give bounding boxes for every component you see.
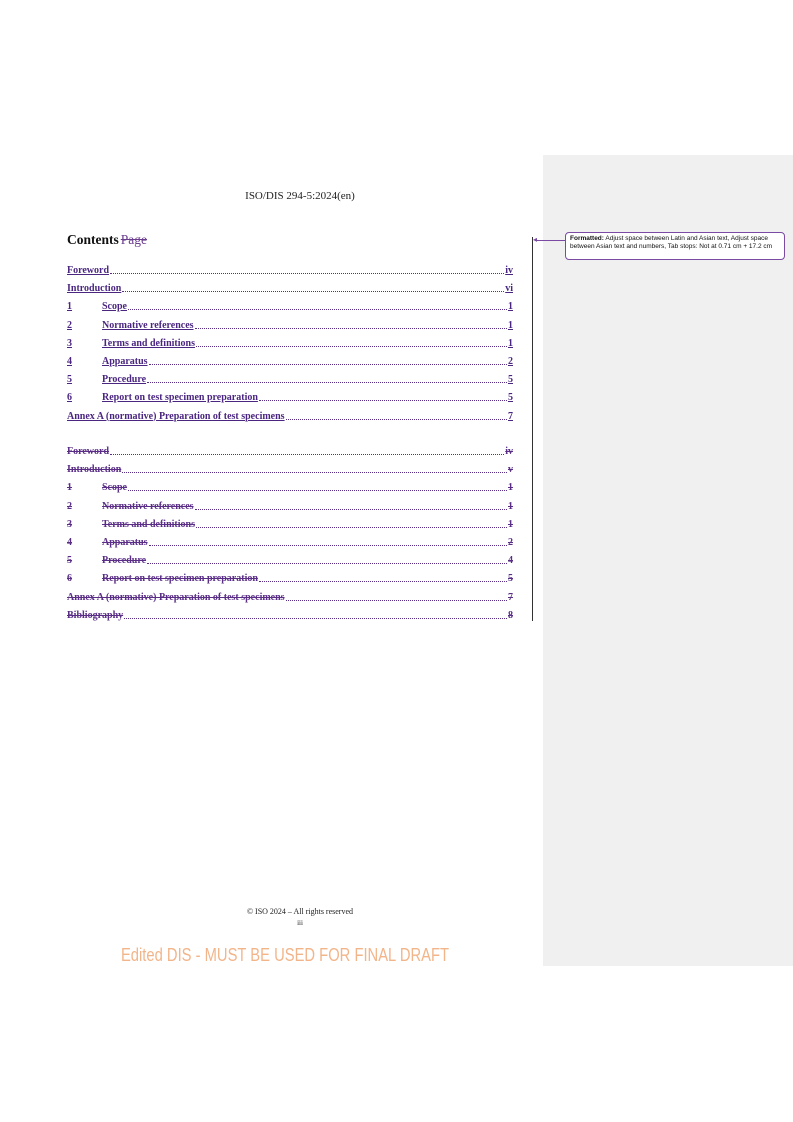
toc-entry-page: 1 xyxy=(508,337,513,349)
toc-leader-dots xyxy=(122,282,504,292)
toc-entry[interactable] xyxy=(67,516,513,530)
toc-leader-dots xyxy=(147,373,507,383)
toc-entry[interactable] xyxy=(67,589,513,603)
toc-entry-title: Report on test specimen preparation xyxy=(102,392,258,404)
toc-leader-dots xyxy=(259,572,507,582)
toc-entry-number: 2 xyxy=(67,319,72,331)
toc-entry-page: 1 xyxy=(508,301,513,313)
toc-entry[interactable] xyxy=(67,570,513,584)
toc-leader-dots xyxy=(196,518,507,528)
toc-entry-number: 6 xyxy=(67,392,72,404)
toc-entry-title: Procedure xyxy=(102,374,147,386)
toc-entry-page: 4 xyxy=(508,555,513,567)
toc-leader-dots xyxy=(195,500,507,510)
toc-entry[interactable] xyxy=(67,262,513,276)
toc-leader-dots xyxy=(149,536,507,546)
comment-connector-line xyxy=(537,240,565,241)
toc-entry[interactable] xyxy=(67,353,513,367)
toc-entry-page: 1 xyxy=(508,500,513,512)
toc-leader-dots xyxy=(259,391,507,401)
toc-entry[interactable] xyxy=(67,498,513,512)
toc-entry-number: 6 xyxy=(67,573,72,585)
comment-label: Formatted: xyxy=(570,235,604,242)
toc-entry-title: Report on test specimen preparation xyxy=(102,573,258,585)
toc-leader-dots xyxy=(128,481,507,491)
toc-entry-title: Foreword xyxy=(67,446,110,457)
toc-entry-number: 5 xyxy=(67,555,72,567)
toc-entry[interactable] xyxy=(67,317,513,331)
page-column-label: Page xyxy=(120,232,148,247)
toc-entry[interactable] xyxy=(67,552,513,566)
toc-leader-dots xyxy=(110,445,504,455)
toc-entry-title: Procedure xyxy=(102,555,147,567)
toc-entry[interactable] xyxy=(67,371,513,385)
toc-entry-title: Annex A (normative) Preparation of test specimens xyxy=(67,591,285,603)
footer-copyright: © ISO 2024 – All rights reserved xyxy=(246,907,354,916)
toc-entry-page: 8 xyxy=(508,609,513,621)
toc-leader-dots xyxy=(286,410,507,420)
toc-entry[interactable] xyxy=(67,408,513,422)
toc-entry[interactable] xyxy=(67,443,513,457)
toc-entry[interactable] xyxy=(67,461,513,475)
comments-margin-pane xyxy=(543,155,793,966)
arrow-left-icon: ◂ xyxy=(533,235,538,244)
contents-title: Contents xyxy=(67,232,119,247)
toc-entry-title: Apparatus xyxy=(102,537,148,548)
toc-entry-page: vi xyxy=(505,283,513,295)
toc-leader-dots xyxy=(124,609,507,619)
toc-entry-number: 3 xyxy=(67,518,72,530)
comment-text: Adjust space between Latin and Asian text, Adjust space between Asian text and numbers, Tab stops: Not at 0.71 cm + 17.2 cm xyxy=(570,235,773,250)
toc-entry-page: 2 xyxy=(508,537,513,548)
toc-leader-dots xyxy=(147,554,507,564)
toc-entry-title: Scope xyxy=(102,482,127,494)
toc-entry-page: 5 xyxy=(508,573,513,585)
toc-entry-page: iv xyxy=(505,265,513,276)
toc-leader-dots xyxy=(195,319,507,329)
toc-entry-title: Introduction xyxy=(67,283,122,295)
toc-leader-dots xyxy=(128,300,507,310)
toc-entry-title: Bibliography xyxy=(67,609,124,621)
toc-entry[interactable] xyxy=(67,389,513,403)
toc-leader-dots xyxy=(286,591,507,601)
toc-entry-title: Terms and definitions xyxy=(102,518,195,530)
toc-entry-page: 1 xyxy=(508,319,513,331)
toc-leader-dots xyxy=(110,264,504,274)
formatting-comment-balloon[interactable] xyxy=(565,232,785,260)
toc-entry-page: 5 xyxy=(508,392,513,404)
toc-entry-page: 1 xyxy=(508,482,513,494)
toc-entry-number: 3 xyxy=(67,337,72,349)
contents-heading xyxy=(67,232,147,248)
toc-entry[interactable] xyxy=(67,607,513,621)
toc-entry-page: v xyxy=(508,464,513,476)
toc-leader-dots xyxy=(196,337,507,347)
toc-entry[interactable] xyxy=(67,298,513,312)
toc-entry-title: Terms and definitions xyxy=(102,337,195,349)
toc-entry[interactable] xyxy=(67,335,513,349)
toc-entry-number: 4 xyxy=(67,537,72,548)
toc-entry-page: 1 xyxy=(508,518,513,530)
change-bar xyxy=(532,237,533,621)
toc-entry[interactable] xyxy=(67,534,513,548)
footer-page-number: iii xyxy=(297,919,303,927)
toc-entry-title: Normative references xyxy=(102,319,194,331)
toc-entry[interactable] xyxy=(67,280,513,294)
toc-entry[interactable] xyxy=(67,479,513,493)
document-header: ISO/DIS 294-5:2024(en) xyxy=(245,190,355,202)
toc-entry-title: Apparatus xyxy=(102,356,148,367)
toc-entry-title: Normative references xyxy=(102,500,194,512)
toc-entry-title: Foreword xyxy=(67,265,110,276)
toc-leader-dots xyxy=(149,355,507,365)
toc-entry-number: 2 xyxy=(67,500,72,512)
toc-entry-page: 7 xyxy=(508,591,513,603)
toc-entry-number: 1 xyxy=(67,301,72,313)
toc-entry-number: 5 xyxy=(67,374,72,386)
toc-entry-page: 7 xyxy=(508,410,513,422)
toc-entry-page: 2 xyxy=(508,356,513,367)
toc-leader-dots xyxy=(122,463,507,473)
toc-entry-title: Introduction xyxy=(67,464,122,476)
draft-watermark: Edited DIS - MUST BE USED FOR FINAL DRAFT xyxy=(120,945,450,965)
toc-entry-title: Annex A (normative) Preparation of test specimens xyxy=(67,410,285,422)
toc-entry-page: iv xyxy=(505,446,513,457)
toc-entry-number: 4 xyxy=(67,356,72,367)
toc-entry-number: 1 xyxy=(67,482,72,494)
toc-entry-title: Scope xyxy=(102,301,127,313)
toc-entry-page: 5 xyxy=(508,374,513,386)
